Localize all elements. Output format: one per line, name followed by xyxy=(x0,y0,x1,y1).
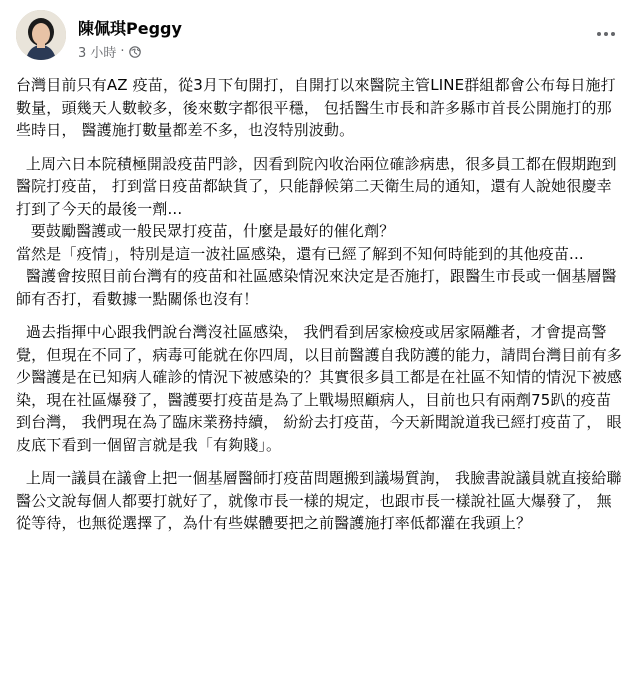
post-time[interactable]: 3 小時 xyxy=(78,46,117,61)
post-body xyxy=(16,74,624,546)
globe-icon xyxy=(129,46,141,58)
post-meta xyxy=(78,42,141,61)
avatar-photo xyxy=(16,10,66,60)
meta-separator: · xyxy=(120,44,125,59)
post-header xyxy=(16,10,624,66)
post-paragraph: 上周一議員在議會上把一個基層醫師打疫苗問題搬到議場質詢， 我臉書說議員就直接給聯醫公文說每個人都要打就好了，就像市長一樣的規定，也跟市長一樣說社區大爆發了， 無從等待，也無從選擇了，為什有些媒體要把之前醫護施打率低都灌在我頭上？ xyxy=(16,469,622,532)
post-paragraph: 台灣目前只有AZ 疫苗，從3月下旬開打，自開打以來醫院主管LINE群組都會公布每日施打數量，頭幾天人數較多，後來數字都很平穩， 包括醫生市長和許多縣市首長公開施打的那些時日， 醫護施打數量都差不多，也沒特別波動。 xyxy=(16,76,616,139)
author-name[interactable]: 陳佩琪Peggy xyxy=(78,19,182,38)
post-paragraph: 上周六日本院積極開設疫苗門診，因看到院內收治兩位確診病患，很多員工都在假期跑到醫院打疫苗， 打到當日疫苗都缺貨了，只能靜候第二天衛生局的通知，還有人說她很慶幸打到了今天的最後一劑... 要鼓勵醫護或一般民眾打疫苗，什麼是最好的催化劑？ 當然是「疫情」，特別是這一波社區感染，還有已經了解到不知何時能到的其他疫苗... 醫護會按照目前台灣有的疫苗和社區感染情況來決定是否施打，跟醫生市長或一個基層醫師有否打，看數據一點關係也沒有！ xyxy=(16,154,617,308)
more-options-icon[interactable] xyxy=(590,22,622,46)
avatar[interactable] xyxy=(16,10,66,60)
post-paragraph: 過去指揮中心跟我們說台灣沒社區感染， 我們看到居家檢疫或居家隔離者，才會提高警覺，但現在不同了，病毒可能就在你四周，以目前醫護自我防護的能力，請問台灣目前有多少醫護是在已知病人確診的情況下被感染的？其實很多員工都是在社區不知情的情況下被感染，現在社區爆發了，醫護要打疫苗是為了上戰場照顧病人，目前也只有兩劑75趴的疫苗到台灣， 我們現在為了臨床業務持續， 紛紛去打疫苗，今天新聞說道我已經打疫苗了， 眼皮底下看到一個留言就是我「有夠賤」。 xyxy=(16,323,623,454)
